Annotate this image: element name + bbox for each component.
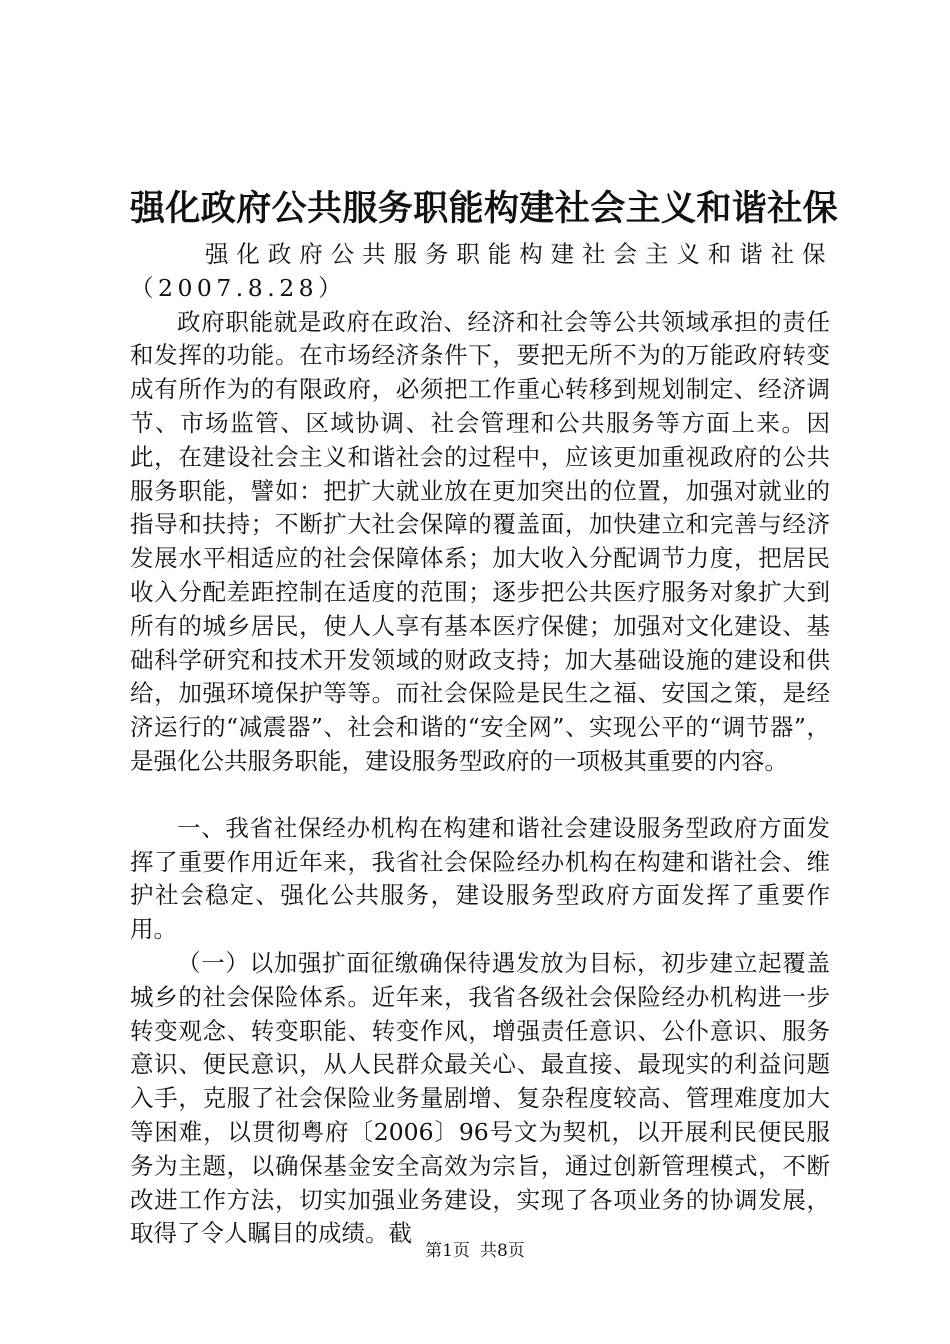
document-date: （2007.8.28） bbox=[130, 273, 347, 302]
document-title: 强化政府公共服务职能构建社会主义和谐社保 bbox=[130, 188, 839, 229]
document-subtitle bbox=[130, 238, 830, 306]
paragraph-intro: 政府职能就是政府在政治、经济和社会等公共领域承担的责任和发挥的功能。在市场经济条件下，要把无所不为的万能政府转变成有所作为的有限政府，必须把工作重心转移到规划制定、经济调节、市场监管、区域协调、社会管理和公共服务等方面上来。因此，在建设社会主义和谐社会的过程中，应该更加重视政府的公共服务职能，譬如：把扩大就业放在更加突出的位置，加强对就业的指导和扶持；不断扩大社会保障的覆盖面，加快建立和完善与经济发展水平相适应的社会保障体系；加大收入分配调节力度，把居民收入分配差距控制在适度的范围；逐步把公共医疗服务对象扩大到所有的城乡居民，使人人享有基本医疗保健；加强对文化建设、基础科学研究和技术开发领域的财政支持；加大基础设施的建设和供给，加强环境保护等等。而社会保险是民生之福、安国之策，是经济运行的“减震器”、社会和谐的“安全网”、实现公平的“调节器”，是强化公共服务职能，建设服务型政府的一项极其重要的内容。 bbox=[130, 307, 830, 775]
paragraph-subsection-one: （一）以加强扩面征缴确保待遇发放为目标，初步建立起覆盖城乡的社会保险体系。近年来，我省各级社会保险经办机构进一步转变观念、转变职能、转变作风，增强责任意识、公仆意识、服务意识、便民意识，从人民群众最关心、最直接、最现实的利益问题入手，克服了社会保险业务量剧增、复杂程度较高、管理难度加大等困难，以贯彻粤府〔2006〕96号文为契机，以开展利民便民服务为主题，以确保基金安全高效为宗旨，通过创新管理模式，不断改进工作方法，切实加强业务建设，实现了各项业务的协调发展，取得了令人瞩目的成绩。截 bbox=[130, 948, 830, 1248]
subtitle-text: 强化政府公共服务职能构建社会主义和谐社保 bbox=[205, 240, 830, 268]
page-total: 共8页 bbox=[480, 1241, 525, 1261]
page-number: 第1页 bbox=[425, 1241, 470, 1261]
document-body bbox=[130, 238, 830, 1251]
paragraph-gap bbox=[130, 779, 830, 812]
paragraph-section-one: 一、我省社保经办机构在构建和谐社会建设服务型政府方面发挥了重要作用近年来，我省社会保险经办机构在构建和谐社会、维护社会稳定、强化公共服务，建设服务型政府方面发挥了重要作用。 bbox=[130, 813, 830, 944]
page-footer bbox=[0, 1239, 950, 1263]
